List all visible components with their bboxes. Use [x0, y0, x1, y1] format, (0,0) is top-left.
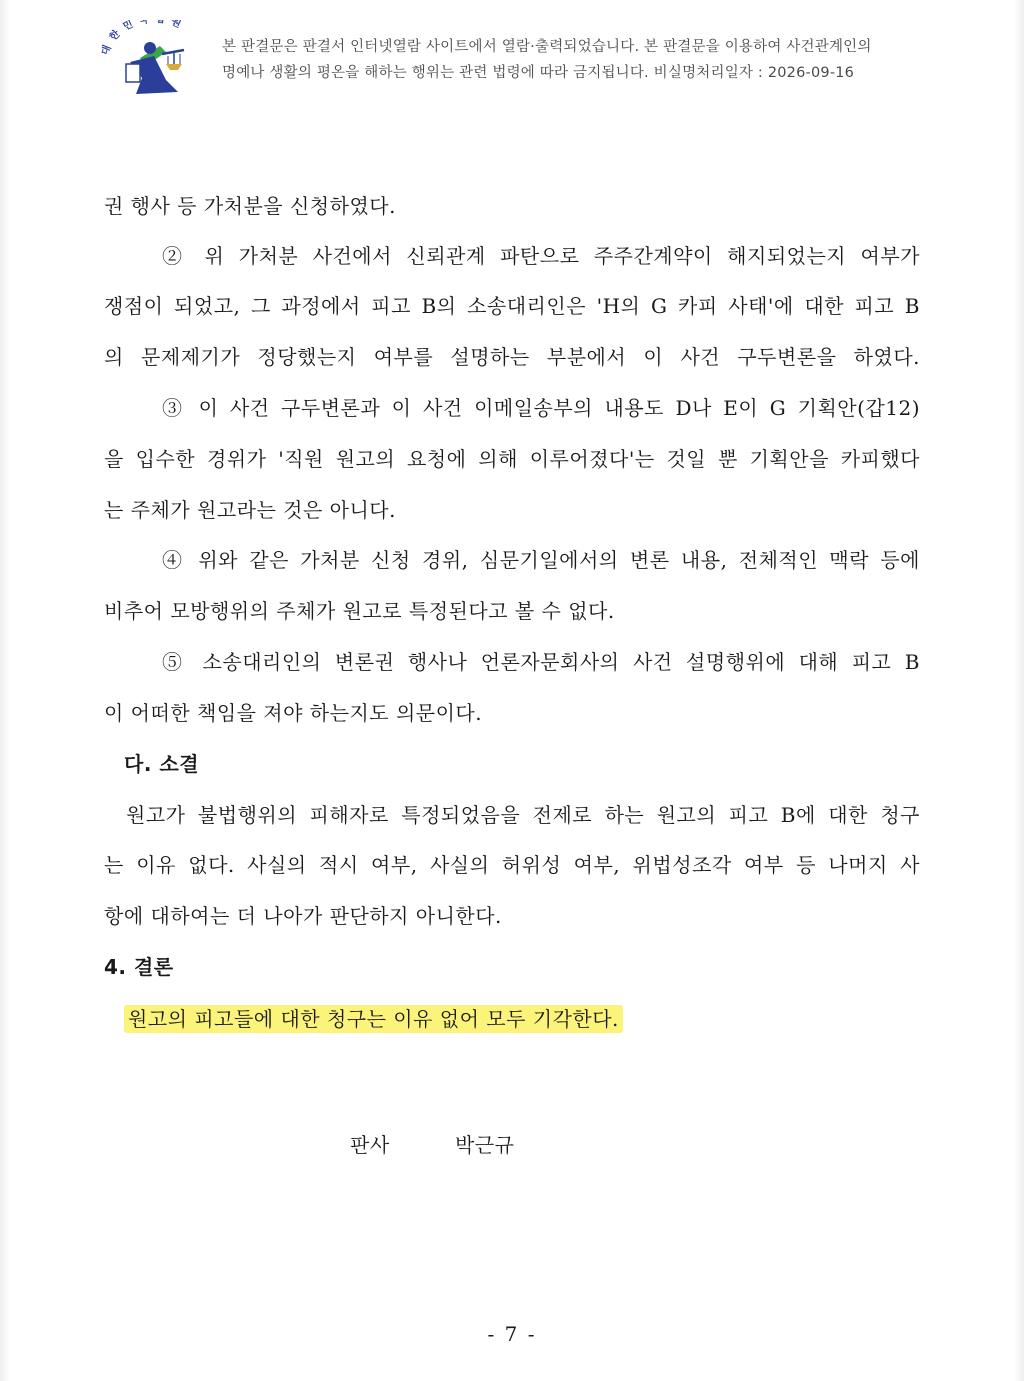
section-heading-conclusion: 4. 결론 [104, 955, 174, 979]
body-line: 이 어떠한 책임을 져야 하는지도 의문이다. [104, 701, 483, 725]
highlighted-ruling-text: 원고의 피고들에 대한 청구는 이유 없어 모두 기각한다. [124, 1005, 623, 1033]
judge-name: 박근규 [455, 1133, 515, 1157]
body-line: ③ 이 사건 구두변론과 이 사건 이메일송부의 내용도 D나 E이 G 기획안(갑12) [162, 396, 920, 420]
page-number: - 7 - [487, 1322, 537, 1346]
header-notice-line-1: 본 판결문은 판결서 인터넷열람 사이트에서 열람·출력되었습니다. 본 판결문을 이용하여 사건관계인의 [222, 39, 872, 55]
judge-title: 판사 [350, 1133, 390, 1157]
body-line: 비추어 모방행위의 주체가 원고로 특정된다고 볼 수 없다. [104, 599, 615, 623]
conclusion-line: 원고가 불법행위의 피해자로 특정되었음을 전제로 하는 원고의 피고 B에 대한 청구 [126, 803, 920, 827]
page-edge-right [1014, 0, 1024, 1381]
body-line: ④ 위와 같은 가처분 신청 경위, 심문기일에서의 변론 내용, 전체적인 맥락 등에 [162, 548, 920, 572]
body-line: ② 위 가처분 사건에서 신뢰관계 파탄으로 주주간계약이 해지되었는지 여부가 [162, 244, 920, 268]
conclusion-line: 항에 대하여는 더 나아가 판단하지 아니한다. [104, 904, 502, 928]
body-line: 권 행사 등 가처분을 신청하였다. [104, 194, 396, 218]
body-line: 을 입수한 경위가 '직원 원고의 요청에 의해 이루어졌다'는 것일 뿐 기획안을 카피했다 [104, 447, 920, 471]
conclusion-line: 는 이유 없다. 사실의 적시 여부, 사실의 허위성 여부, 위법성조각 여부 등 나머지 사 [104, 853, 920, 877]
body-line: 쟁점이 되었고, 그 과정에서 피고 B의 소송대리인은 'H의 G 카피 사태'에 대한 피고 B [104, 294, 920, 318]
section-heading-summary: 다. 소결 [124, 752, 200, 776]
court-seal-icon [100, 20, 212, 102]
header-notice-line-2: 명예나 생활의 평온을 해하는 행위는 관련 법령에 따라 금지됩니다. 비실명처리일자 : 2026-09-16 [222, 65, 855, 81]
header-notice [222, 34, 982, 86]
final-ruling [124, 1005, 623, 1033]
body-line: 의 문제제기가 정당했는지 여부를 설명하는 부분에서 이 사건 구두변론을 하였다. [104, 345, 920, 369]
page-edge-left [0, 0, 10, 1381]
body-line: ⑤ 소송대리인의 변론권 행사나 언론자문회사의 사건 설명행위에 대해 피고 B [162, 650, 920, 674]
svg-text:대한민국법원: 대한민국 원 [100, 20, 189, 57]
body-line: 는 주체가 원고라는 것은 아니다. [104, 498, 396, 522]
